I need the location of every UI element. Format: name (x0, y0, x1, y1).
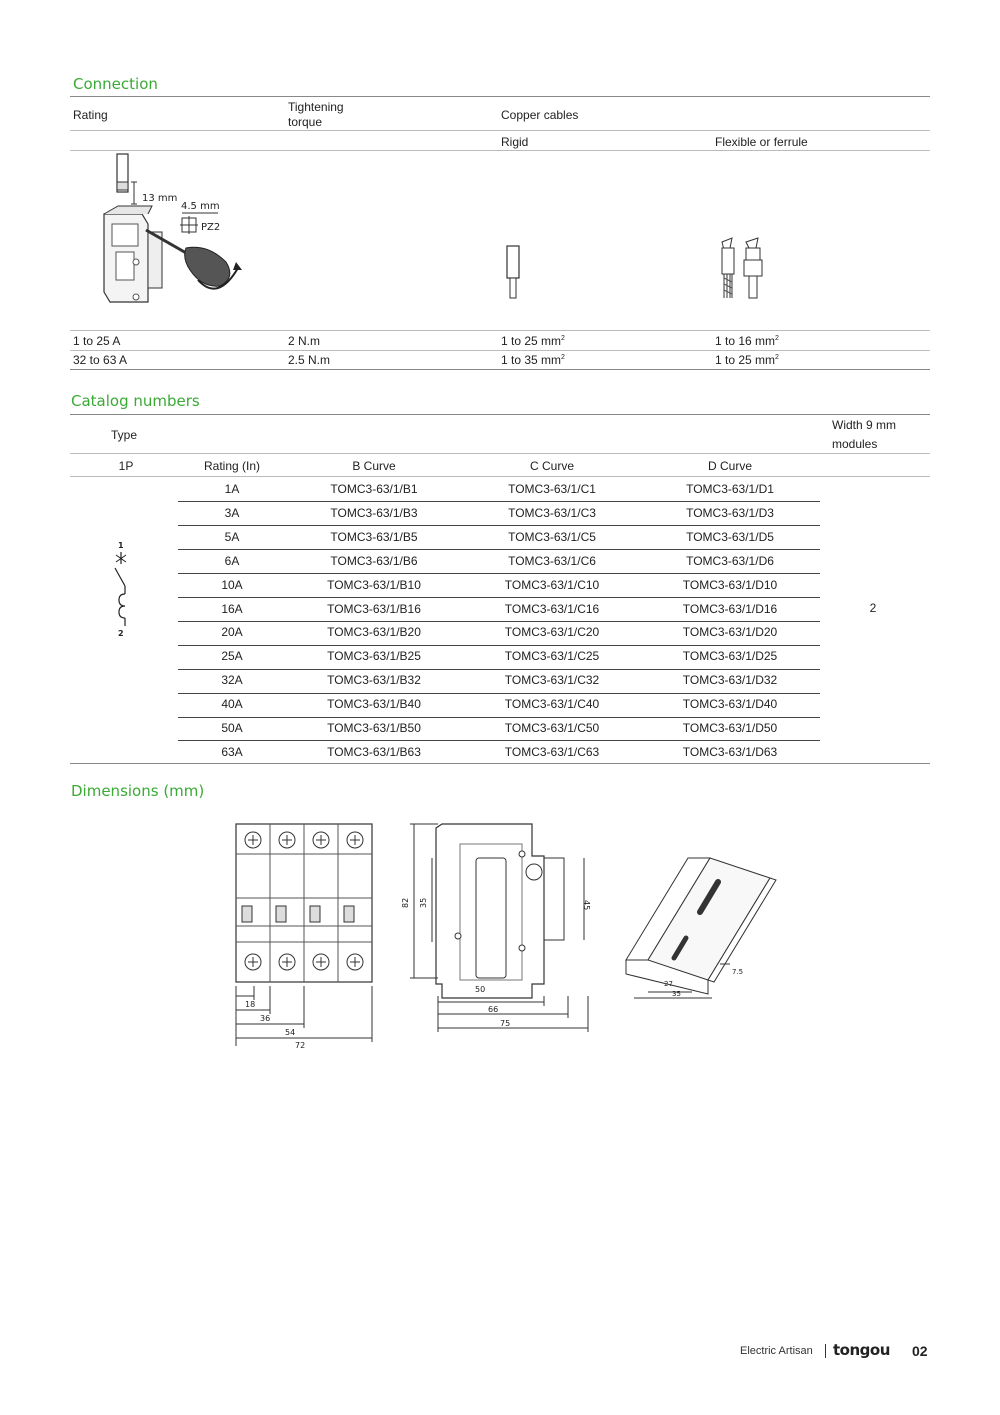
cell-rating: 16A (221, 601, 243, 616)
cell-d-curve: TOMC3-63/1/D63 (682, 744, 778, 759)
screw-size-label: 4.5 mm (181, 201, 220, 212)
cell-d-curve: TOMC3-63/1/D40 (682, 697, 778, 712)
cell-c-curve: TOMC3-63/1/C32 (504, 673, 600, 688)
header-width-line1: Width 9 mm (832, 418, 897, 432)
connection-title: Connection (73, 75, 158, 93)
dim-label: 18 (245, 1000, 256, 1009)
cell-b-curve: TOMC3-63/1/B50 (327, 721, 421, 735)
cell-b-curve: TOMC3-63/1/B40 (327, 697, 421, 712)
divider (70, 350, 930, 351)
dim-label: 66 (488, 1005, 499, 1014)
header-b-curve: B Curve (352, 459, 396, 473)
cell-d-curve: TOMC3-63/1/D25 (682, 649, 778, 664)
divider (70, 414, 930, 415)
cell-d-curve: TOMC3-63/1/D10 (682, 577, 778, 592)
header-c-curve: C Curve (529, 459, 574, 473)
dim-label: 35 (419, 897, 428, 908)
header-rating-in: Rating (In) (203, 459, 261, 473)
screwdriver-label: PZ2 (201, 222, 221, 233)
dim-label: 27 (664, 980, 673, 988)
row-divider (178, 501, 820, 502)
single-pole-breaker-symbol (108, 540, 136, 640)
divider (70, 369, 930, 370)
dim-label: 75 (500, 1019, 511, 1028)
cell-d-curve: TOMC3-63/1/D5 (686, 529, 774, 544)
header-type: Type (111, 428, 138, 442)
cell-c-curve: TOMC3-63/1/C63 (504, 744, 600, 759)
cell-rating: 6A (224, 553, 240, 568)
dim-label: 7.5 (732, 968, 744, 976)
cell-d-curve: TOMC3-63/1/D1 (686, 482, 774, 496)
row-divider (178, 549, 820, 550)
dim-label: 50 (475, 985, 486, 994)
cell-rating: 5A (224, 529, 240, 544)
cell-b-curve: TOMC3-63/1/B3 (330, 505, 418, 520)
header-copper-cables: Copper cables (501, 108, 579, 122)
cell-c-curve: TOMC3-63/1/C20 (504, 625, 600, 640)
cell-b-curve: TOMC3-63/1/B32 (327, 673, 421, 688)
cell-d-curve: TOMC3-63/1/D20 (682, 625, 778, 640)
divider (70, 96, 930, 97)
divider (70, 476, 930, 477)
dim-label: 45 (582, 900, 591, 911)
dim-label: 72 (295, 1041, 306, 1048)
cell-rating: 1A (224, 482, 240, 496)
row-divider (178, 717, 820, 718)
breaker-connection-drawing (90, 152, 260, 322)
dim-label: 54 (285, 1028, 296, 1037)
row-rating: 32 to 63 A (73, 353, 128, 367)
terminal-1-label: 1 (118, 541, 124, 550)
cell-d-curve: TOMC3-63/1/D50 (682, 721, 778, 735)
row-divider (178, 693, 820, 694)
cell-d-curve: TOMC3-63/1/D6 (686, 553, 774, 568)
page-number: 02 (912, 1343, 928, 1359)
cell-d-curve: TOMC3-63/1/D32 (682, 673, 778, 688)
dim-label: 36 (260, 1014, 271, 1023)
cell-c-curve: TOMC3-63/1/C1 (508, 482, 596, 496)
divider (70, 150, 930, 151)
cell-rating: 32A (221, 673, 243, 688)
cell-rating: 25A (221, 649, 243, 664)
width-modules-value: 2 (869, 601, 877, 615)
cell-b-curve: TOMC3-63/1/B63 (327, 744, 421, 759)
header-flexible: Flexible or ferrule (715, 135, 808, 149)
cell-d-curve: TOMC3-63/1/D16 (682, 601, 778, 616)
row-torque: 2 N.m (288, 334, 321, 348)
row-flexible: 1 to 16 $mm^2$ (715, 334, 779, 348)
header-rating: Rating (73, 108, 108, 122)
cell-c-curve: TOMC3-63/1/C3 (508, 505, 596, 520)
catalog-title: Catalog numbers (71, 392, 200, 410)
row-divider (178, 669, 820, 670)
divider (70, 130, 930, 131)
cell-c-curve: TOMC3-63/1/C40 (504, 697, 600, 712)
cell-b-curve: TOMC3-63/1/B10 (327, 577, 421, 592)
flexible-ferrule-icon (718, 234, 774, 302)
cell-c-curve: TOMC3-63/1/C16 (504, 601, 600, 616)
tongou-logo: tongou (833, 1341, 890, 1359)
cell-c-curve: TOMC3-63/1/C10 (504, 577, 600, 592)
cell-rating: 50A (221, 721, 243, 735)
cell-c-curve: TOMC3-63/1/C25 (504, 649, 600, 664)
header-width-line2: modules (832, 437, 878, 451)
row-flexible: 1 to 25 $mm^2$ (715, 353, 779, 367)
divider (70, 453, 930, 454)
header-d-curve: D Curve (707, 459, 752, 473)
cell-b-curve: TOMC3-63/1/B1 (330, 482, 418, 496)
cell-c-curve: TOMC3-63/1/C6 (508, 553, 596, 568)
divider (70, 763, 930, 764)
header-torque: Tightening torque (288, 100, 344, 129)
cell-rating: 63A (221, 744, 243, 759)
row-rating: 1 to 25 A (73, 334, 121, 348)
header-rigid: Rigid (501, 135, 529, 149)
cell-rating: 20A (221, 625, 243, 640)
row-divider (178, 645, 820, 646)
cell-b-curve: TOMC3-63/1/B5 (330, 529, 418, 544)
row-torque: 2.5 N.m (288, 353, 331, 367)
cell-b-curve: TOMC3-63/1/B6 (330, 553, 418, 568)
rigid-cable-icon (504, 244, 524, 302)
header-poles: 1P (118, 459, 134, 473)
row-divider (178, 621, 820, 622)
strip-length-label: 13 mm (142, 193, 178, 204)
side-view-drawing (398, 818, 598, 1036)
terminal-2-label: 2 (118, 629, 124, 638)
cell-c-curve: TOMC3-63/1/C50 (504, 721, 600, 735)
cell-b-curve: TOMC3-63/1/B16 (327, 601, 421, 616)
footer-separator (825, 1344, 826, 1358)
dim-label: 35 (672, 990, 681, 998)
cell-rating: 3A (224, 505, 240, 520)
cell-d-curve: TOMC3-63/1/D3 (686, 505, 774, 520)
din-rail-drawing (620, 852, 780, 1002)
row-rigid: 1 to 25 $mm^2$ (501, 334, 565, 348)
footer-brand: Electric Artisan (740, 1345, 813, 1357)
row-rigid: 1 to 35 $mm^2$ (501, 353, 565, 367)
row-divider (178, 525, 820, 526)
cell-b-curve: TOMC3-63/1/B20 (327, 625, 421, 640)
cell-c-curve: TOMC3-63/1/C5 (508, 529, 596, 544)
row-divider (178, 573, 820, 574)
row-divider (178, 740, 820, 741)
cell-b-curve: TOMC3-63/1/B25 (327, 649, 421, 664)
cell-rating: 10A (221, 577, 243, 592)
divider (70, 330, 930, 331)
dim-label: 82 (401, 897, 410, 908)
row-divider (178, 597, 820, 598)
front-view-drawing (230, 818, 380, 1048)
cell-rating: 40A (221, 697, 243, 712)
dimensions-title: Dimensions (mm) (71, 782, 205, 800)
